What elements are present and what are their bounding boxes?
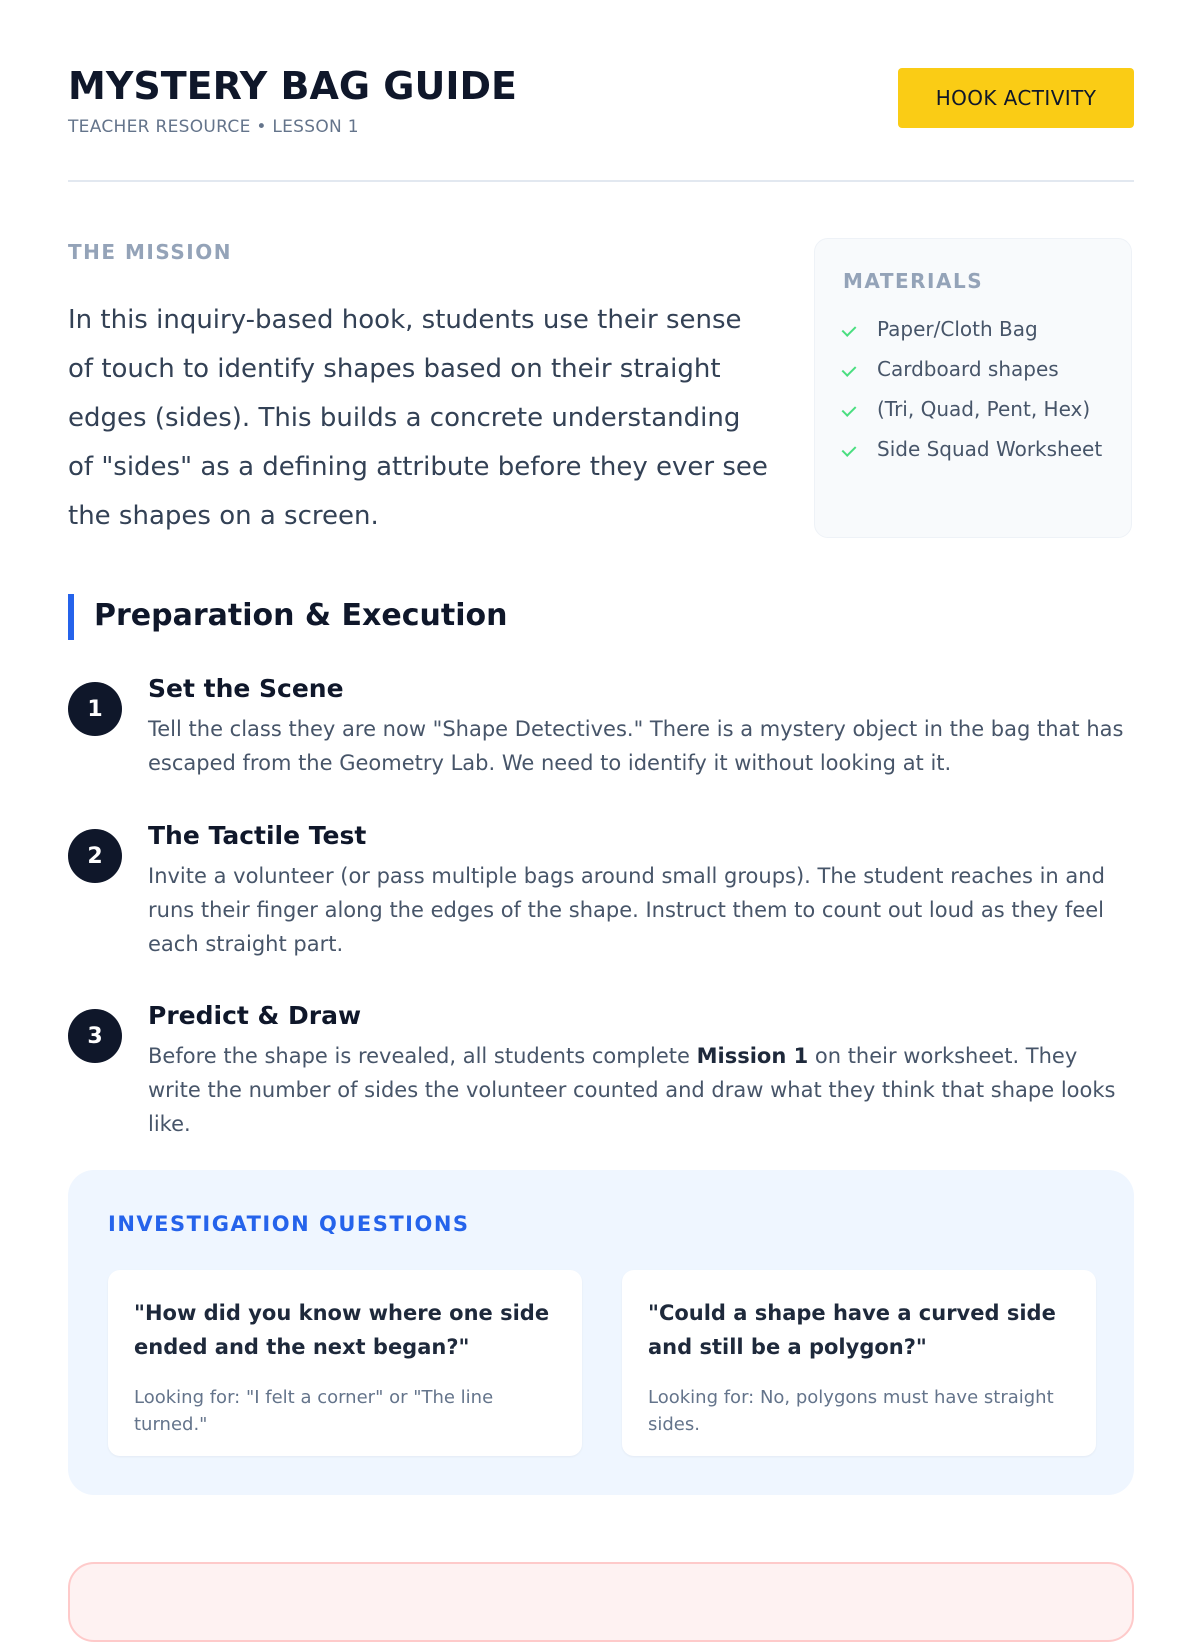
step-text: Tell the class they are now "Shape Detectives." There is a mystery object in the bag that has escaped from the Geometry Lab. We need to identify it without looking at it. <box>148 717 1124 775</box>
step-text <box>148 1039 1128 1141</box>
header-divider <box>68 180 1134 182</box>
materials-label: MATERIALS <box>843 269 984 293</box>
list-item <box>843 313 1123 346</box>
list-item <box>843 433 1123 466</box>
step-number-badge: 2 <box>68 829 122 883</box>
question-text: "Could a shape have a curved side and still be a polygon?" <box>648 1301 1056 1359</box>
question-card <box>108 1270 582 1456</box>
list-item <box>843 393 1123 426</box>
list-item <box>843 353 1123 386</box>
mission-reference: Mission 1 <box>696 1044 809 1068</box>
check-icon <box>842 442 857 457</box>
step-text: Invite a volunteer (or pass multiple bags around small groups). The student reaches in and runs their finger along the edges of the shape. Instruct them to count out loud as they feel each straight part. <box>148 864 1105 956</box>
step-title: Set the Scene <box>148 674 344 703</box>
material-label: Side Squad Worksheet <box>877 437 1103 461</box>
step-number-badge: 3 <box>68 1009 122 1063</box>
lesson-guide-page <box>68 0 1134 1600</box>
question-note: Looking for: "I felt a corner" or "The line turned." <box>134 1387 494 1435</box>
material-label: (Tri, Quad, Pent, Hex) <box>877 397 1091 421</box>
question-text: "How did you know where one side ended and the next began?" <box>134 1301 550 1359</box>
page-title: MYSTERY BAG GUIDE <box>68 64 517 108</box>
section-accent-bar <box>68 594 74 640</box>
page-subtitle: TEACHER RESOURCE • LESSON 1 <box>68 117 359 137</box>
activity-badge: HOOK ACTIVITY <box>898 68 1134 128</box>
step-text-end: on their worksheet. They write the number of sides the volunteer counted and draw what they think that shape looks like. <box>148 1044 1116 1136</box>
step-title: Predict & Draw <box>148 1001 362 1030</box>
check-icon <box>842 362 857 377</box>
step-number-badge: 1 <box>68 682 122 736</box>
investigation-questions-panel <box>68 1170 1134 1495</box>
header <box>68 60 1134 140</box>
section-title: Preparation & Execution <box>94 598 508 633</box>
check-icon <box>842 402 857 417</box>
question-card <box>622 1270 1096 1456</box>
alert-panel <box>68 1562 1134 1642</box>
step-title: The Tactile Test <box>148 821 367 850</box>
mission-label: THE MISSION <box>68 240 232 264</box>
question-note: Looking for: No, polygons must have straight sides. <box>648 1387 1054 1435</box>
materials-list <box>843 313 1123 473</box>
material-label: Paper/Cloth Bag <box>877 317 1038 341</box>
questions-label: INVESTIGATION QUESTIONS <box>108 1212 470 1236</box>
check-icon <box>842 322 857 337</box>
mission-text: In this inquiry-based hook, students use their sense of touch to identify shapes based on their straight edges (sides). This builds a concrete understanding of "sides" as a defining attribute before they ever see the shapes on a screen. <box>68 305 768 531</box>
material-label: Cardboard shapes <box>877 357 1059 381</box>
materials-card <box>814 238 1132 538</box>
step-text-start: Before the shape is revealed, all students complete <box>148 1044 697 1068</box>
